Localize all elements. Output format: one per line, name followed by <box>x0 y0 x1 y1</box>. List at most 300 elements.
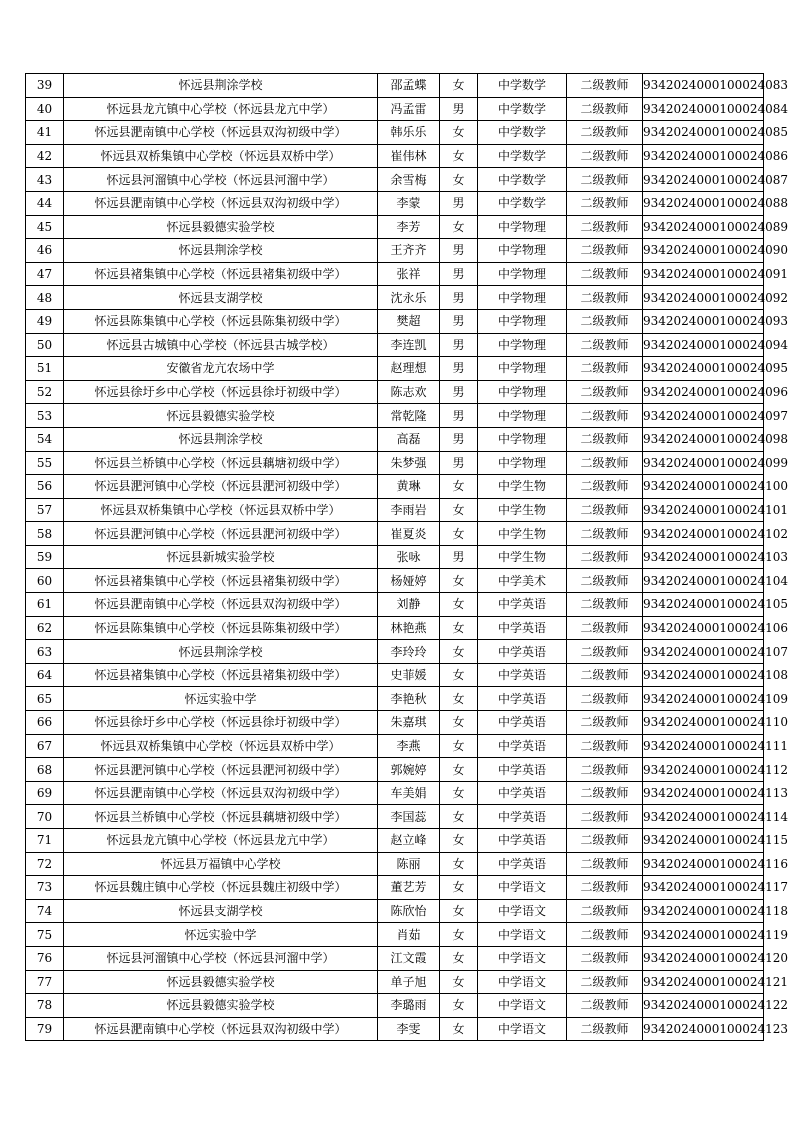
teacher-name-cell: 常乾隆 <box>378 404 440 428</box>
table-row <box>26 74 764 98</box>
rank-title-cell: 二级教师 <box>567 309 643 333</box>
school-cell: 怀远县河溜镇中心学校（怀远县河溜中学） <box>64 168 378 192</box>
rank-title-cell: 二级教师 <box>567 74 643 98</box>
rank-title-cell: 二级教师 <box>567 994 643 1018</box>
subject-cell: 中学英语 <box>478 852 567 876</box>
subject-cell: 中学英语 <box>478 593 567 617</box>
table-row <box>26 121 764 145</box>
rank-title-cell: 二级教师 <box>567 876 643 900</box>
certificate-number-cell: 9342024000100024121 <box>643 970 764 994</box>
certificate-number-cell: 9342024000100024102 <box>643 522 764 546</box>
school-cell: 怀远县淝河镇中心学校（怀远县淝河初级中学） <box>64 475 378 499</box>
rank-title-cell: 二级教师 <box>567 805 643 829</box>
school-cell: 怀远县褚集镇中心学校（怀远县褚集初级中学） <box>64 663 378 687</box>
teacher-name-cell: 林艳燕 <box>378 616 440 640</box>
subject-cell: 中学物理 <box>478 404 567 428</box>
rank-title-cell: 二级教师 <box>567 144 643 168</box>
school-cell: 怀远县淝南镇中心学校（怀远县双沟初级中学） <box>64 781 378 805</box>
school-cell: 怀远县褚集镇中心学校（怀远县褚集初级中学） <box>64 569 378 593</box>
gender-cell: 男 <box>440 262 478 286</box>
row-number-cell: 44 <box>26 191 64 215</box>
row-number-cell: 77 <box>26 970 64 994</box>
subject-cell: 中学英语 <box>478 758 567 782</box>
certificate-number-cell: 9342024000100024113 <box>643 781 764 805</box>
certificate-number-cell: 9342024000100024115 <box>643 829 764 853</box>
teacher-name-cell: 江文霞 <box>378 946 440 970</box>
subject-cell: 中学物理 <box>478 239 567 263</box>
rank-title-cell: 二级教师 <box>567 593 643 617</box>
teacher-list-table <box>25 73 789 1041</box>
teacher-name-cell: 李蒙 <box>378 191 440 215</box>
school-cell: 怀远县万福镇中心学校 <box>64 852 378 876</box>
teacher-name-cell: 王齐齐 <box>378 239 440 263</box>
subject-cell: 中学数学 <box>478 121 567 145</box>
row-number-cell: 40 <box>26 97 64 121</box>
teacher-name-cell: 杨娅婷 <box>378 569 440 593</box>
gender-cell: 女 <box>440 805 478 829</box>
subject-cell: 中学生物 <box>478 498 567 522</box>
subject-cell: 中学语文 <box>478 923 567 947</box>
teacher-name-cell: 樊超 <box>378 309 440 333</box>
teacher-name-cell: 李玲玲 <box>378 640 440 664</box>
rank-title-cell: 二级教师 <box>567 569 643 593</box>
subject-cell: 中学英语 <box>478 687 567 711</box>
certificate-number-cell: 9342024000100024090 <box>643 239 764 263</box>
gender-cell: 女 <box>440 74 478 98</box>
gender-cell: 女 <box>440 144 478 168</box>
subject-cell: 中学物理 <box>478 309 567 333</box>
gender-cell: 男 <box>440 333 478 357</box>
school-cell: 怀远县毅德实验学校 <box>64 970 378 994</box>
rank-title-cell: 二级教师 <box>567 545 643 569</box>
certificate-number-cell: 9342024000100024087 <box>643 168 764 192</box>
table-row <box>26 946 764 970</box>
teacher-name-cell: 肖茹 <box>378 923 440 947</box>
table-row <box>26 239 764 263</box>
gender-cell: 女 <box>440 758 478 782</box>
table-row <box>26 687 764 711</box>
row-number-cell: 54 <box>26 427 64 451</box>
school-cell: 怀远县支湖学校 <box>64 286 378 310</box>
row-number-cell: 67 <box>26 734 64 758</box>
table-row <box>26 427 764 451</box>
teacher-name-cell: 张祥 <box>378 262 440 286</box>
rank-title-cell: 二级教师 <box>567 923 643 947</box>
gender-cell: 男 <box>440 427 478 451</box>
gender-cell: 男 <box>440 191 478 215</box>
school-cell: 怀远县新城实验学校 <box>64 545 378 569</box>
row-number-cell: 55 <box>26 451 64 475</box>
teacher-name-cell: 朱梦强 <box>378 451 440 475</box>
teacher-name-cell: 李雯 <box>378 1017 440 1041</box>
gender-cell: 男 <box>440 357 478 381</box>
teacher-name-cell: 高磊 <box>378 427 440 451</box>
table-row <box>26 309 764 333</box>
table-row <box>26 805 764 829</box>
certificate-number-cell: 9342024000100024117 <box>643 876 764 900</box>
school-cell: 怀远县魏庄镇中心学校（怀远县魏庄初级中学） <box>64 876 378 900</box>
rank-title-cell: 二级教师 <box>567 946 643 970</box>
subject-cell: 中学数学 <box>478 144 567 168</box>
table-row <box>26 404 764 428</box>
row-number-cell: 52 <box>26 380 64 404</box>
row-number-cell: 60 <box>26 569 64 593</box>
subject-cell: 中学物理 <box>478 427 567 451</box>
teacher-name-cell: 董艺芳 <box>378 876 440 900</box>
rank-title-cell: 二级教师 <box>567 262 643 286</box>
subject-cell: 中学英语 <box>478 616 567 640</box>
gender-cell: 女 <box>440 876 478 900</box>
gender-cell: 女 <box>440 687 478 711</box>
subject-cell: 中学数学 <box>478 74 567 98</box>
row-number-cell: 64 <box>26 663 64 687</box>
teacher-name-cell: 李国蕊 <box>378 805 440 829</box>
row-number-cell: 71 <box>26 829 64 853</box>
table-row <box>26 144 764 168</box>
row-number-cell: 72 <box>26 852 64 876</box>
rank-title-cell: 二级教师 <box>567 498 643 522</box>
teacher-name-cell: 郭婉婷 <box>378 758 440 782</box>
gender-cell: 男 <box>440 286 478 310</box>
certificate-number-cell: 9342024000100024112 <box>643 758 764 782</box>
subject-cell: 中学物理 <box>478 286 567 310</box>
school-cell: 怀远县古城镇中心学校（怀远县古城学校） <box>64 333 378 357</box>
table-row <box>26 970 764 994</box>
certificate-number-cell: 9342024000100024099 <box>643 451 764 475</box>
teacher-name-cell: 李连凯 <box>378 333 440 357</box>
gender-cell: 女 <box>440 569 478 593</box>
row-number-cell: 43 <box>26 168 64 192</box>
teacher-name-cell: 赵立峰 <box>378 829 440 853</box>
rank-title-cell: 二级教师 <box>567 168 643 192</box>
gender-cell: 男 <box>440 380 478 404</box>
row-number-cell: 56 <box>26 475 64 499</box>
row-number-cell: 58 <box>26 522 64 546</box>
gender-cell: 女 <box>440 498 478 522</box>
table-row <box>26 380 764 404</box>
gender-cell: 女 <box>440 829 478 853</box>
gender-cell: 女 <box>440 475 478 499</box>
certificate-number-cell: 9342024000100024110 <box>643 711 764 735</box>
teacher-name-cell: 车美娟 <box>378 781 440 805</box>
rank-title-cell: 二级教师 <box>567 970 643 994</box>
teacher-name-cell: 单子旭 <box>378 970 440 994</box>
row-number-cell: 74 <box>26 899 64 923</box>
gender-cell: 女 <box>440 899 478 923</box>
rank-title-cell: 二级教师 <box>567 475 643 499</box>
table-row <box>26 852 764 876</box>
rank-title-cell: 二级教师 <box>567 852 643 876</box>
rank-title-cell: 二级教师 <box>567 239 643 263</box>
certificate-number-cell: 9342024000100024119 <box>643 923 764 947</box>
subject-cell: 中学生物 <box>478 522 567 546</box>
gender-cell: 女 <box>440 168 478 192</box>
certificate-number-cell: 9342024000100024123 <box>643 1017 764 1041</box>
school-cell: 怀远县陈集镇中心学校（怀远县陈集初级中学） <box>64 309 378 333</box>
table-row <box>26 357 764 381</box>
rank-title-cell: 二级教师 <box>567 734 643 758</box>
rank-title-cell: 二级教师 <box>567 687 643 711</box>
rank-title-cell: 二级教师 <box>567 97 643 121</box>
certificate-number-cell: 9342024000100024122 <box>643 994 764 1018</box>
rank-title-cell: 二级教师 <box>567 663 643 687</box>
rank-title-cell: 二级教师 <box>567 333 643 357</box>
table-row <box>26 616 764 640</box>
school-cell: 怀远县徐圩乡中心学校（怀远县徐圩初级中学） <box>64 380 378 404</box>
certificate-number-cell: 9342024000100024101 <box>643 498 764 522</box>
row-number-cell: 73 <box>26 876 64 900</box>
subject-cell: 中学数学 <box>478 191 567 215</box>
row-number-cell: 61 <box>26 593 64 617</box>
gender-cell: 女 <box>440 1017 478 1041</box>
school-cell: 怀远县双桥集镇中心学校（怀远县双桥中学） <box>64 144 378 168</box>
row-number-cell: 68 <box>26 758 64 782</box>
school-cell: 怀远县支湖学校 <box>64 899 378 923</box>
table-row <box>26 640 764 664</box>
certificate-number-cell: 9342024000100024084 <box>643 97 764 121</box>
table-row <box>26 994 764 1018</box>
gender-cell: 女 <box>440 946 478 970</box>
teacher-name-cell: 邵孟蝶 <box>378 74 440 98</box>
school-cell: 怀远县淝南镇中心学校（怀远县双沟初级中学） <box>64 121 378 145</box>
table-row <box>26 97 764 121</box>
row-number-cell: 53 <box>26 404 64 428</box>
row-number-cell: 75 <box>26 923 64 947</box>
table-row <box>26 215 764 239</box>
subject-cell: 中学物理 <box>478 262 567 286</box>
gender-cell: 女 <box>440 781 478 805</box>
row-number-cell: 78 <box>26 994 64 1018</box>
row-number-cell: 69 <box>26 781 64 805</box>
gender-cell: 女 <box>440 215 478 239</box>
table-row <box>26 286 764 310</box>
teacher-name-cell: 崔夏炎 <box>378 522 440 546</box>
teacher-name-cell: 陈丽 <box>378 852 440 876</box>
gender-cell: 女 <box>440 522 478 546</box>
teacher-name-cell: 陈欣怡 <box>378 899 440 923</box>
certificate-number-cell: 9342024000100024120 <box>643 946 764 970</box>
rank-title-cell: 二级教师 <box>567 451 643 475</box>
school-cell: 怀远县褚集镇中心学校（怀远县褚集初级中学） <box>64 262 378 286</box>
table-row <box>26 168 764 192</box>
subject-cell: 中学语文 <box>478 946 567 970</box>
school-cell: 怀远县双桥集镇中心学校（怀远县双桥中学） <box>64 734 378 758</box>
school-cell: 安徽省龙亢农场中学 <box>64 357 378 381</box>
certificate-number-cell: 9342024000100024103 <box>643 545 764 569</box>
subject-cell: 中学语文 <box>478 1017 567 1041</box>
gender-cell: 男 <box>440 97 478 121</box>
certificate-number-cell: 9342024000100024089 <box>643 215 764 239</box>
certificate-number-cell: 9342024000100024092 <box>643 286 764 310</box>
school-cell: 怀远县淝南镇中心学校（怀远县双沟初级中学） <box>64 1017 378 1041</box>
certificate-number-cell: 9342024000100024100 <box>643 475 764 499</box>
teacher-name-cell: 朱嘉琪 <box>378 711 440 735</box>
school-cell: 怀远实验中学 <box>64 923 378 947</box>
school-cell: 怀远县荆涂学校 <box>64 427 378 451</box>
school-cell: 怀远县毅德实验学校 <box>64 404 378 428</box>
gender-cell: 男 <box>440 309 478 333</box>
row-number-cell: 41 <box>26 121 64 145</box>
school-cell: 怀远县徐圩乡中心学校（怀远县徐圩初级中学） <box>64 711 378 735</box>
table-row <box>26 191 764 215</box>
rank-title-cell: 二级教师 <box>567 215 643 239</box>
subject-cell: 中学语文 <box>478 876 567 900</box>
table-row <box>26 498 764 522</box>
subject-cell: 中学英语 <box>478 781 567 805</box>
teacher-name-cell: 李雨岩 <box>378 498 440 522</box>
teacher-name-cell: 黄琳 <box>378 475 440 499</box>
school-cell: 怀远县兰桥镇中心学校（怀远县藕塘初级中学） <box>64 451 378 475</box>
table-row <box>26 522 764 546</box>
rank-title-cell: 二级教师 <box>567 380 643 404</box>
rank-title-cell: 二级教师 <box>567 1017 643 1041</box>
subject-cell: 中学英语 <box>478 711 567 735</box>
certificate-number-cell: 9342024000100024095 <box>643 357 764 381</box>
gender-cell: 女 <box>440 663 478 687</box>
teacher-name-cell: 余雪梅 <box>378 168 440 192</box>
row-number-cell: 46 <box>26 239 64 263</box>
gender-cell: 女 <box>440 970 478 994</box>
table-row <box>26 569 764 593</box>
school-cell: 怀远县龙亢镇中心学校（怀远县龙亢中学） <box>64 97 378 121</box>
gender-cell: 女 <box>440 994 478 1018</box>
gender-cell: 女 <box>440 593 478 617</box>
teacher-name-cell: 李艳秋 <box>378 687 440 711</box>
certificate-number-cell: 9342024000100024105 <box>643 593 764 617</box>
table-row <box>26 829 764 853</box>
table-row <box>26 711 764 735</box>
subject-cell: 中学生物 <box>478 545 567 569</box>
certificate-number-cell: 9342024000100024094 <box>643 333 764 357</box>
table-body <box>26 74 789 1041</box>
rank-title-cell: 二级教师 <box>567 711 643 735</box>
gender-cell: 女 <box>440 121 478 145</box>
teacher-name-cell: 崔伟林 <box>378 144 440 168</box>
gender-cell: 男 <box>440 451 478 475</box>
subject-cell: 中学物理 <box>478 215 567 239</box>
row-number-cell: 47 <box>26 262 64 286</box>
gender-cell: 女 <box>440 852 478 876</box>
subject-cell: 中学物理 <box>478 333 567 357</box>
subject-cell: 中学生物 <box>478 475 567 499</box>
subject-cell: 中学美术 <box>478 569 567 593</box>
school-cell: 怀远县河溜镇中心学校（怀远县河溜中学） <box>64 946 378 970</box>
rank-title-cell: 二级教师 <box>567 758 643 782</box>
row-number-cell: 62 <box>26 616 64 640</box>
teacher-name-cell: 沈永乐 <box>378 286 440 310</box>
row-number-cell: 76 <box>26 946 64 970</box>
table-row <box>26 758 764 782</box>
rank-title-cell: 二级教师 <box>567 427 643 451</box>
subject-cell: 中学数学 <box>478 97 567 121</box>
gender-cell: 女 <box>440 734 478 758</box>
rank-title-cell: 二级教师 <box>567 616 643 640</box>
school-cell: 怀远县淝南镇中心学校（怀远县双沟初级中学） <box>64 593 378 617</box>
gender-cell: 女 <box>440 640 478 664</box>
gender-cell: 女 <box>440 923 478 947</box>
certificate-number-cell: 9342024000100024098 <box>643 427 764 451</box>
gender-cell: 女 <box>440 616 478 640</box>
teacher-name-cell: 韩乐乐 <box>378 121 440 145</box>
certificate-number-cell: 9342024000100024091 <box>643 262 764 286</box>
certificate-number-cell: 9342024000100024108 <box>643 663 764 687</box>
table-row <box>26 663 764 687</box>
teacher-name-cell: 赵理想 <box>378 357 440 381</box>
certificate-number-cell: 9342024000100024104 <box>643 569 764 593</box>
certificate-number-cell: 9342024000100024114 <box>643 805 764 829</box>
subject-cell: 中学英语 <box>478 734 567 758</box>
rank-title-cell: 二级教师 <box>567 781 643 805</box>
school-cell: 怀远县毅德实验学校 <box>64 994 378 1018</box>
rank-title-cell: 二级教师 <box>567 899 643 923</box>
rank-title-cell: 二级教师 <box>567 829 643 853</box>
row-number-cell: 63 <box>26 640 64 664</box>
table-row <box>26 593 764 617</box>
subject-cell: 中学语文 <box>478 994 567 1018</box>
teacher-name-cell: 李燕 <box>378 734 440 758</box>
subject-cell: 中学语文 <box>478 970 567 994</box>
subject-cell: 中学语文 <box>478 899 567 923</box>
gender-cell: 男 <box>440 545 478 569</box>
gender-cell: 男 <box>440 239 478 263</box>
school-cell: 怀远县荆涂学校 <box>64 74 378 98</box>
rank-title-cell: 二级教师 <box>567 522 643 546</box>
subject-cell: 中学英语 <box>478 663 567 687</box>
row-number-cell: 45 <box>26 215 64 239</box>
school-cell: 怀远县陈集镇中心学校（怀远县陈集初级中学） <box>64 616 378 640</box>
row-number-cell: 57 <box>26 498 64 522</box>
rank-title-cell: 二级教师 <box>567 191 643 215</box>
row-number-cell: 51 <box>26 357 64 381</box>
certificate-number-cell: 9342024000100024088 <box>643 191 764 215</box>
teacher-name-cell: 陈志欢 <box>378 380 440 404</box>
table-row <box>26 899 764 923</box>
school-cell: 怀远县荆涂学校 <box>64 640 378 664</box>
row-number-cell: 48 <box>26 286 64 310</box>
school-cell: 怀远县淝河镇中心学校（怀远县淝河初级中学） <box>64 758 378 782</box>
table-row <box>26 876 764 900</box>
table-row <box>26 734 764 758</box>
teacher-name-cell: 史菲媛 <box>378 663 440 687</box>
rank-title-cell: 二级教师 <box>567 404 643 428</box>
certificate-number-cell: 9342024000100024107 <box>643 640 764 664</box>
row-number-cell: 79 <box>26 1017 64 1041</box>
certificate-number-cell: 9342024000100024118 <box>643 899 764 923</box>
teacher-name-cell: 李芳 <box>378 215 440 239</box>
gender-cell: 女 <box>440 711 478 735</box>
certificate-number-cell: 9342024000100024111 <box>643 734 764 758</box>
school-cell: 怀远县兰桥镇中心学校（怀远县藕塘初级中学） <box>64 805 378 829</box>
table-row <box>26 451 764 475</box>
certificate-number-cell: 9342024000100024085 <box>643 121 764 145</box>
gender-cell: 男 <box>440 404 478 428</box>
rank-title-cell: 二级教师 <box>567 121 643 145</box>
certificate-number-cell: 9342024000100024116 <box>643 852 764 876</box>
table-row <box>26 1017 764 1041</box>
school-cell: 怀远县淝河镇中心学校（怀远县淝河初级中学） <box>64 522 378 546</box>
school-cell: 怀远实验中学 <box>64 687 378 711</box>
subject-cell: 中学英语 <box>478 640 567 664</box>
rank-title-cell: 二级教师 <box>567 286 643 310</box>
teacher-name-cell: 刘静 <box>378 593 440 617</box>
row-number-cell: 59 <box>26 545 64 569</box>
school-cell: 怀远县毅德实验学校 <box>64 215 378 239</box>
row-number-cell: 49 <box>26 309 64 333</box>
school-cell: 怀远县荆涂学校 <box>64 239 378 263</box>
row-number-cell: 70 <box>26 805 64 829</box>
row-number-cell: 39 <box>26 74 64 98</box>
teacher-name-cell: 张咏 <box>378 545 440 569</box>
